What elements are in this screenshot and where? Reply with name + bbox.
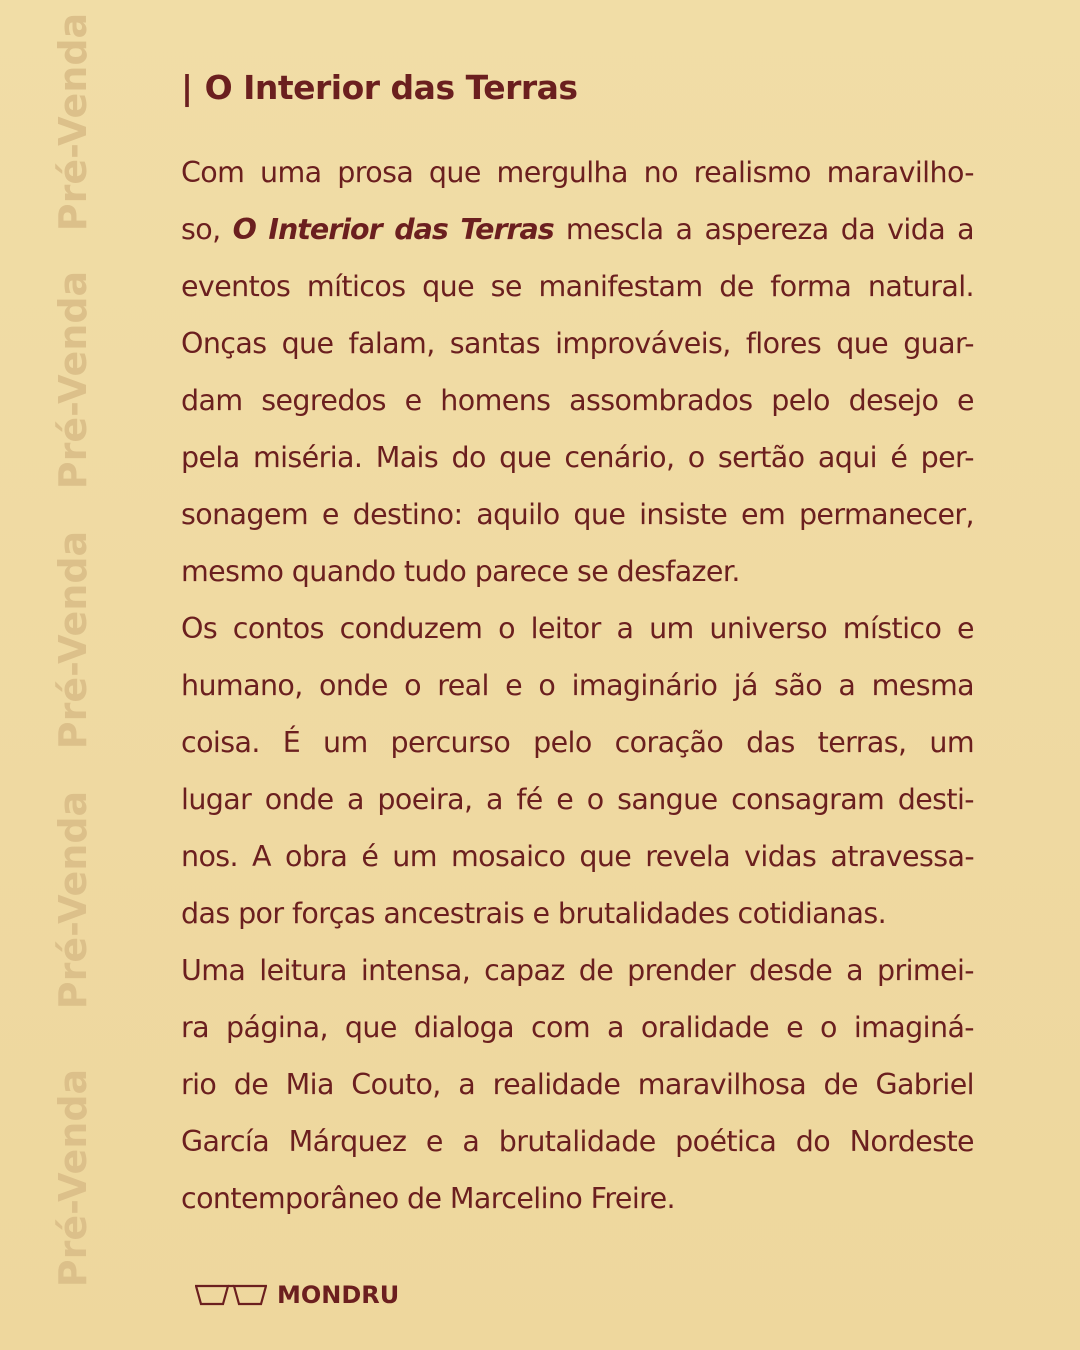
book-title-emphasis: O Interior das Terras bbox=[232, 213, 554, 246]
paragraph-3 bbox=[181, 942, 974, 1227]
text-line: humano, onde o real e o imaginário já são a mesma bbox=[181, 669, 974, 702]
text-line: rio de Mia Couto, a realidade maravilhosa de Gabriel bbox=[181, 1068, 974, 1101]
watermark-label: Pré-Venda bbox=[51, 1068, 95, 1288]
text-line: sonagem e destino: aquilo que insiste em permanecer, bbox=[181, 498, 974, 531]
watermark-label: Pré-Venda bbox=[51, 270, 95, 490]
text-line: Os contos conduzem o leitor a um universo místico e bbox=[181, 612, 974, 645]
text-line: Uma leitura intensa, capaz de prender desde a primei- bbox=[181, 954, 974, 987]
description-body bbox=[181, 144, 974, 1227]
text-line: das por forças ancestrais e brutalidades cotidianas. bbox=[181, 897, 887, 930]
title-bar: | bbox=[181, 68, 193, 107]
watermark-label: Pré-Venda bbox=[51, 790, 95, 1010]
main-content bbox=[181, 60, 974, 1227]
text-span: so, bbox=[181, 213, 221, 246]
text-line: contemporâneo de Marcelino Freire. bbox=[181, 1182, 676, 1215]
watermark-strip bbox=[48, 0, 98, 1350]
text-line: mesmo quando tudo parece se desfazer. bbox=[181, 555, 740, 588]
watermark-label: Pré-Venda bbox=[51, 530, 95, 750]
text-span: mescla a aspereza da vida a bbox=[565, 213, 974, 246]
text-line bbox=[181, 201, 974, 258]
text-line: García Márquez e a brutalidade poética do Nordeste bbox=[181, 1125, 974, 1158]
text-line: dam segredos e homens assombrados pelo desejo e bbox=[181, 384, 974, 417]
paragraph-1 bbox=[181, 144, 974, 600]
text-line: eventos míticos que se manifestam de forma natural. bbox=[181, 270, 974, 303]
text-line: nos. A obra é um mosaico que revela vidas atravessa- bbox=[181, 840, 974, 873]
text-line: Com uma prosa que mergulha no realismo maravilho- bbox=[181, 156, 974, 189]
brand-footer bbox=[195, 1280, 399, 1310]
text-line: pela miséria. Mais do que cenário, o sertão aqui é per- bbox=[181, 441, 974, 474]
mondru-logo-icon bbox=[195, 1284, 267, 1306]
text-line: lugar onde a poeira, a fé e o sangue consagram desti- bbox=[181, 783, 974, 816]
watermark-label: Pré-Venda bbox=[51, 12, 95, 232]
page-title bbox=[181, 60, 974, 116]
text-line: ra página, que dialoga com a oralidade e o imaginá- bbox=[181, 1011, 974, 1044]
text-line: Onças que falam, santas improváveis, flores que guar- bbox=[181, 327, 974, 360]
title-text: O Interior das Terras bbox=[204, 68, 578, 107]
brand-name: MONDRU bbox=[277, 1281, 400, 1309]
paragraph-2 bbox=[181, 600, 974, 942]
text-line: coisa. É um percurso pelo coração das terras, um bbox=[181, 726, 974, 759]
